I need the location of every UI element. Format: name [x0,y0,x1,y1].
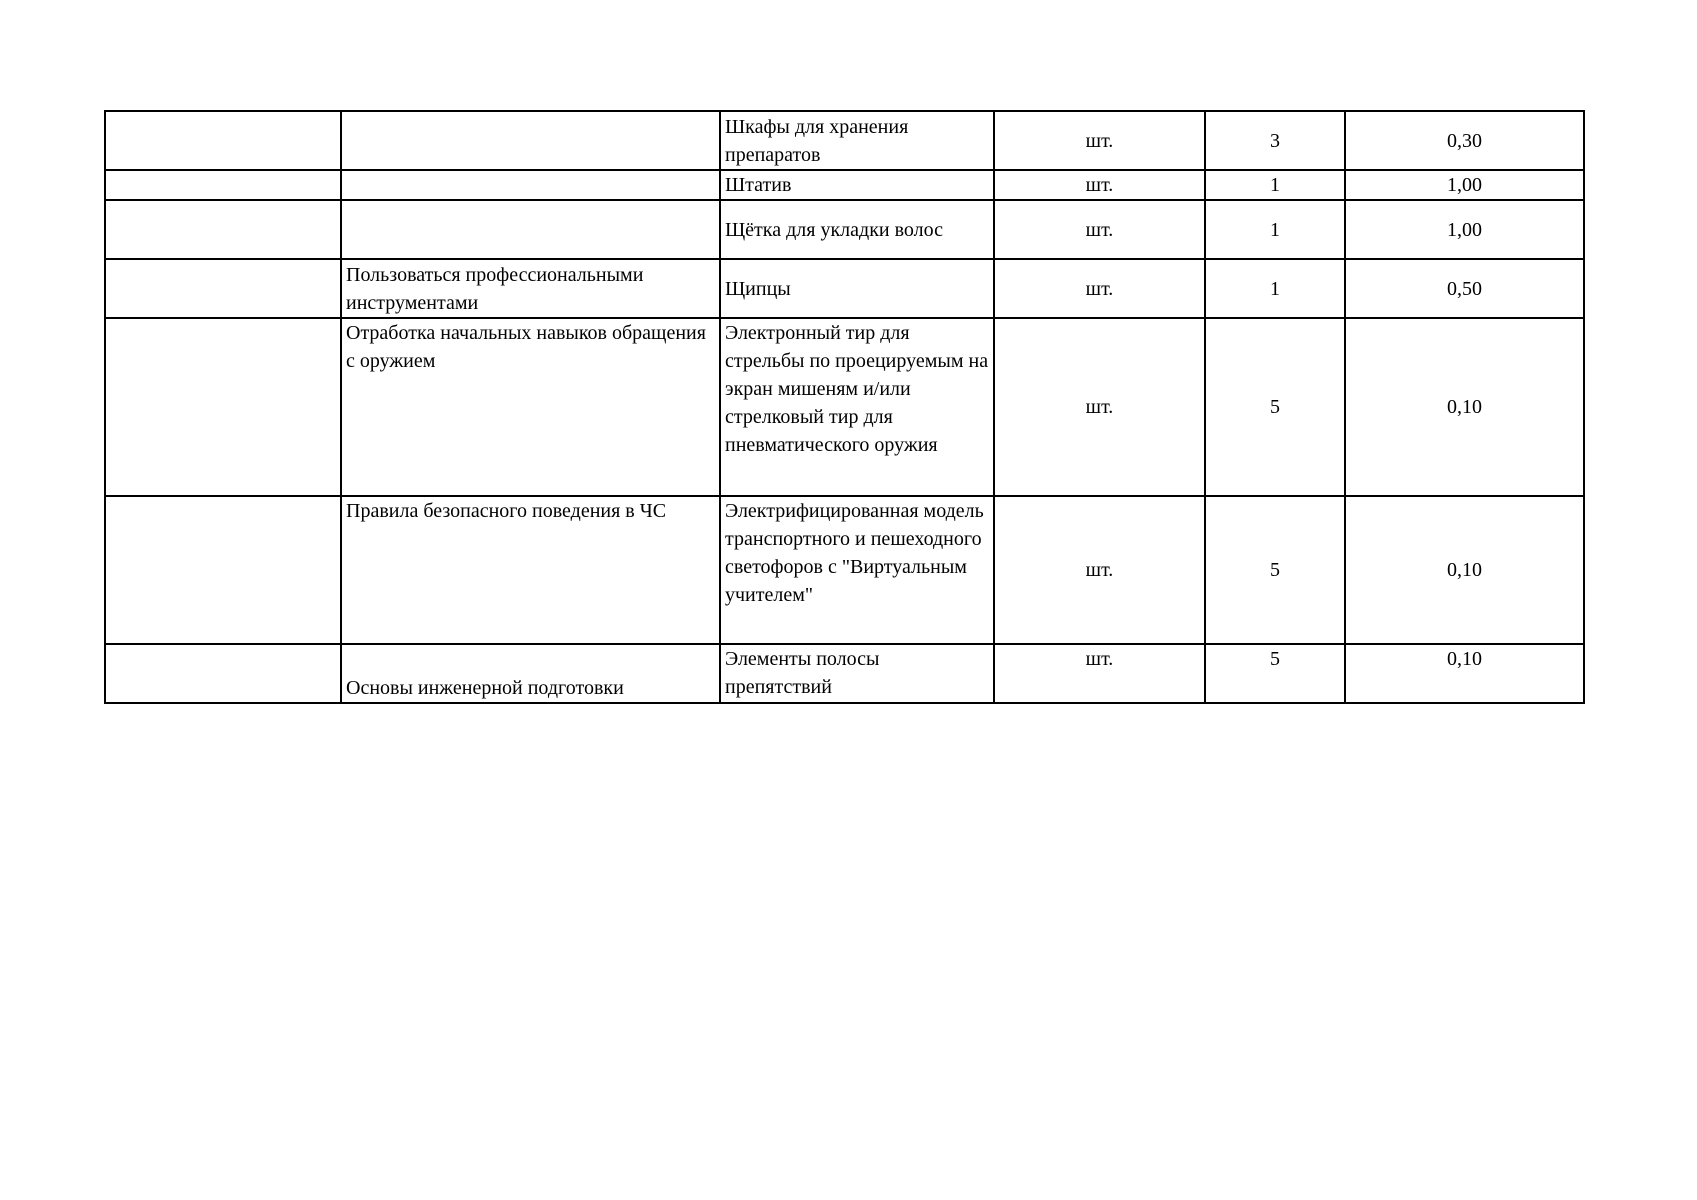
row-label-cell [105,496,341,644]
quantity-cell: 5 [1205,496,1345,644]
unit-cell: шт. [994,170,1205,200]
unit-cell: шт. [994,111,1205,170]
item-cell: Штатив [720,170,994,200]
equipment-table [104,110,1585,704]
table-row [105,496,1584,644]
coefficient-cell: 1,00 [1345,170,1584,200]
coefficient-cell: 1,00 [1345,200,1584,259]
quantity-cell: 5 [1205,318,1345,496]
unit-cell: шт. [994,318,1205,496]
competency-cell: Отработка начальных навыков обращения с оружием [341,318,720,496]
coefficient-cell: 0,50 [1345,259,1584,318]
unit-cell: шт. [994,259,1205,318]
row-label-cell [105,644,341,703]
unit-cell: шт. [994,644,1205,703]
quantity-cell: 1 [1205,259,1345,318]
competency-cell [341,200,720,259]
table-row [105,259,1584,318]
item-cell: Элементы полосы препятствий [720,644,994,703]
row-label-cell [105,259,341,318]
competency-cell [341,111,720,170]
item-cell: Шкафы для хранения препаратов [720,111,994,170]
row-label-cell [105,200,341,259]
competency-cell: Правила безопасного поведения в ЧС [341,496,720,644]
coefficient-cell: 0,10 [1345,644,1584,703]
quantity-cell: 1 [1205,170,1345,200]
competency-cell [341,170,720,200]
item-cell: Электрифицированная модель транспортного и пешеходного светофоров с "Виртуальным учителем" [720,496,994,644]
item-cell: Щётка для укладки волос [720,200,994,259]
unit-cell: шт. [994,496,1205,644]
quantity-cell: 3 [1205,111,1345,170]
table-row [105,318,1584,496]
row-label-cell [105,111,341,170]
quantity-cell: 5 [1205,644,1345,703]
table-row [105,644,1584,703]
item-cell: Электронный тир для стрельбы по проецируемым на экран мишеням и/или стрелковый тир для пневматического оружия [720,318,994,496]
item-cell: Щипцы [720,259,994,318]
coefficient-cell: 0,10 [1345,318,1584,496]
coefficient-cell: 0,10 [1345,496,1584,644]
row-label-cell [105,170,341,200]
competency-cell: Пользоваться профессиональными инструментами [341,259,720,318]
unit-cell: шт. [994,200,1205,259]
competency-cell: Основы инженерной подготовки [341,644,720,703]
coefficient-cell: 0,30 [1345,111,1584,170]
table-row [105,200,1584,259]
table-row [105,170,1584,200]
row-label-cell [105,318,341,496]
table-row [105,111,1584,170]
quantity-cell: 1 [1205,200,1345,259]
